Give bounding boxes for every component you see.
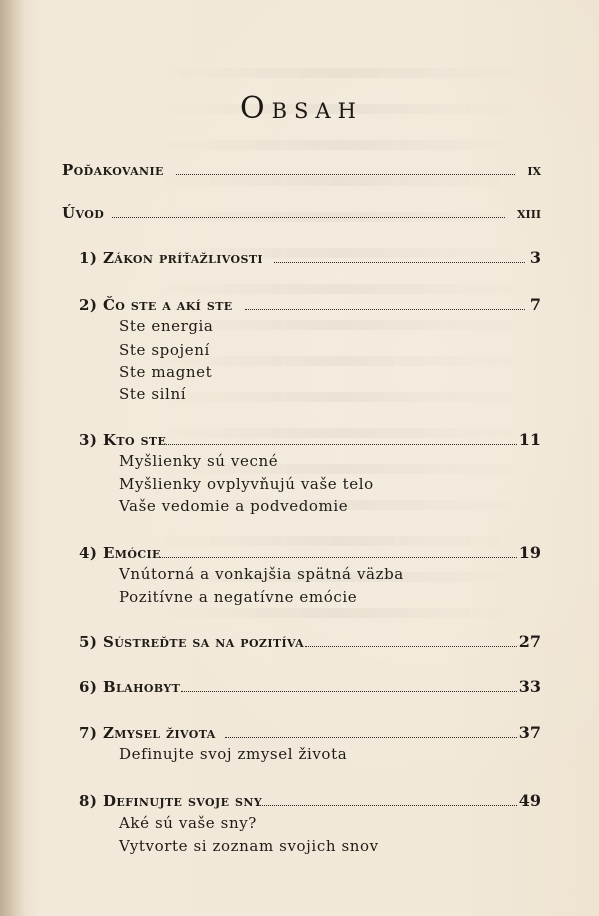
dot-leader: [305, 646, 517, 647]
toc-page-number: 3: [529, 248, 541, 267]
toc-subitem: Vytvorte si zoznam svojich snov: [119, 837, 379, 855]
toc-page-number: 33: [518, 677, 541, 696]
dot-leader: [112, 217, 505, 218]
dot-leader: [245, 309, 525, 310]
toc-entry-label: 3) Kto ste: [79, 431, 167, 449]
page-spine-shadow: [0, 0, 26, 916]
toc-subitem: Ste energia: [119, 317, 214, 335]
toc-subitem: Definujte svoj zmysel života: [119, 745, 348, 763]
toc-entry-label: 8) Definujte svoje sny: [79, 792, 263, 810]
dot-leader: [274, 262, 525, 263]
dot-leader: [181, 691, 517, 692]
toc-subitem: Vaše vedomie a podvedomie: [119, 497, 349, 515]
toc-entry-label: 2) Čo ste a akí ste: [79, 296, 233, 314]
toc-page-number: 11: [518, 430, 541, 449]
toc-entry: [0, 675, 599, 699]
toc-subitem: Ste silní: [119, 385, 187, 403]
toc-page-number: 37: [518, 723, 541, 742]
toc-entry-label: 1) Zákon príťažlivosti: [79, 249, 263, 267]
toc-entry: [0, 158, 599, 182]
dot-leader: [176, 174, 515, 175]
dot-leader: [160, 557, 517, 558]
toc-entry: [0, 293, 599, 317]
toc-page-number: 49: [518, 791, 541, 810]
toc-page-number: 27: [518, 632, 541, 651]
toc-page-number: xiii: [517, 203, 541, 222]
toc-entry-label: Úvod: [62, 204, 105, 222]
dot-leader: [160, 444, 517, 445]
toc-entry-label: 5) Sústreďte sa na pozitíva: [79, 633, 305, 651]
toc-subitem: Ste spojení: [119, 341, 210, 359]
toc-entry: [0, 201, 599, 225]
toc-entry-label: 7) Zmysel života: [79, 724, 216, 742]
toc-page-number: ix: [527, 160, 541, 179]
toc-subitem: Aké sú vaše sny?: [119, 814, 257, 832]
dot-leader: [256, 805, 517, 806]
toc-entry: [0, 789, 599, 813]
dot-leader: [225, 737, 517, 738]
toc-page-number: 19: [518, 543, 541, 562]
toc-subitem: Myšlienky ovplyvňujú vaše telo: [119, 475, 374, 493]
toc-entry-label: Poďakovanie: [62, 161, 164, 179]
toc-entry: [0, 428, 599, 452]
page-title: Obsah: [240, 91, 363, 126]
toc-entry: [0, 246, 599, 270]
toc-subitem: Vnútorná a vonkajšia spätná väzba: [119, 565, 404, 583]
toc-entry-label: 4) Emócie: [79, 544, 161, 562]
toc-subitem: Pozitívne a negatívne emócie: [119, 588, 358, 606]
toc-subitem: Ste magnet: [119, 363, 213, 381]
toc-page-number: 7: [529, 295, 541, 314]
toc-entry: [0, 630, 599, 654]
toc-subitem: Myšlienky sú vecné: [119, 452, 279, 470]
toc-entry-label: 6) Blahobyt: [79, 678, 181, 696]
